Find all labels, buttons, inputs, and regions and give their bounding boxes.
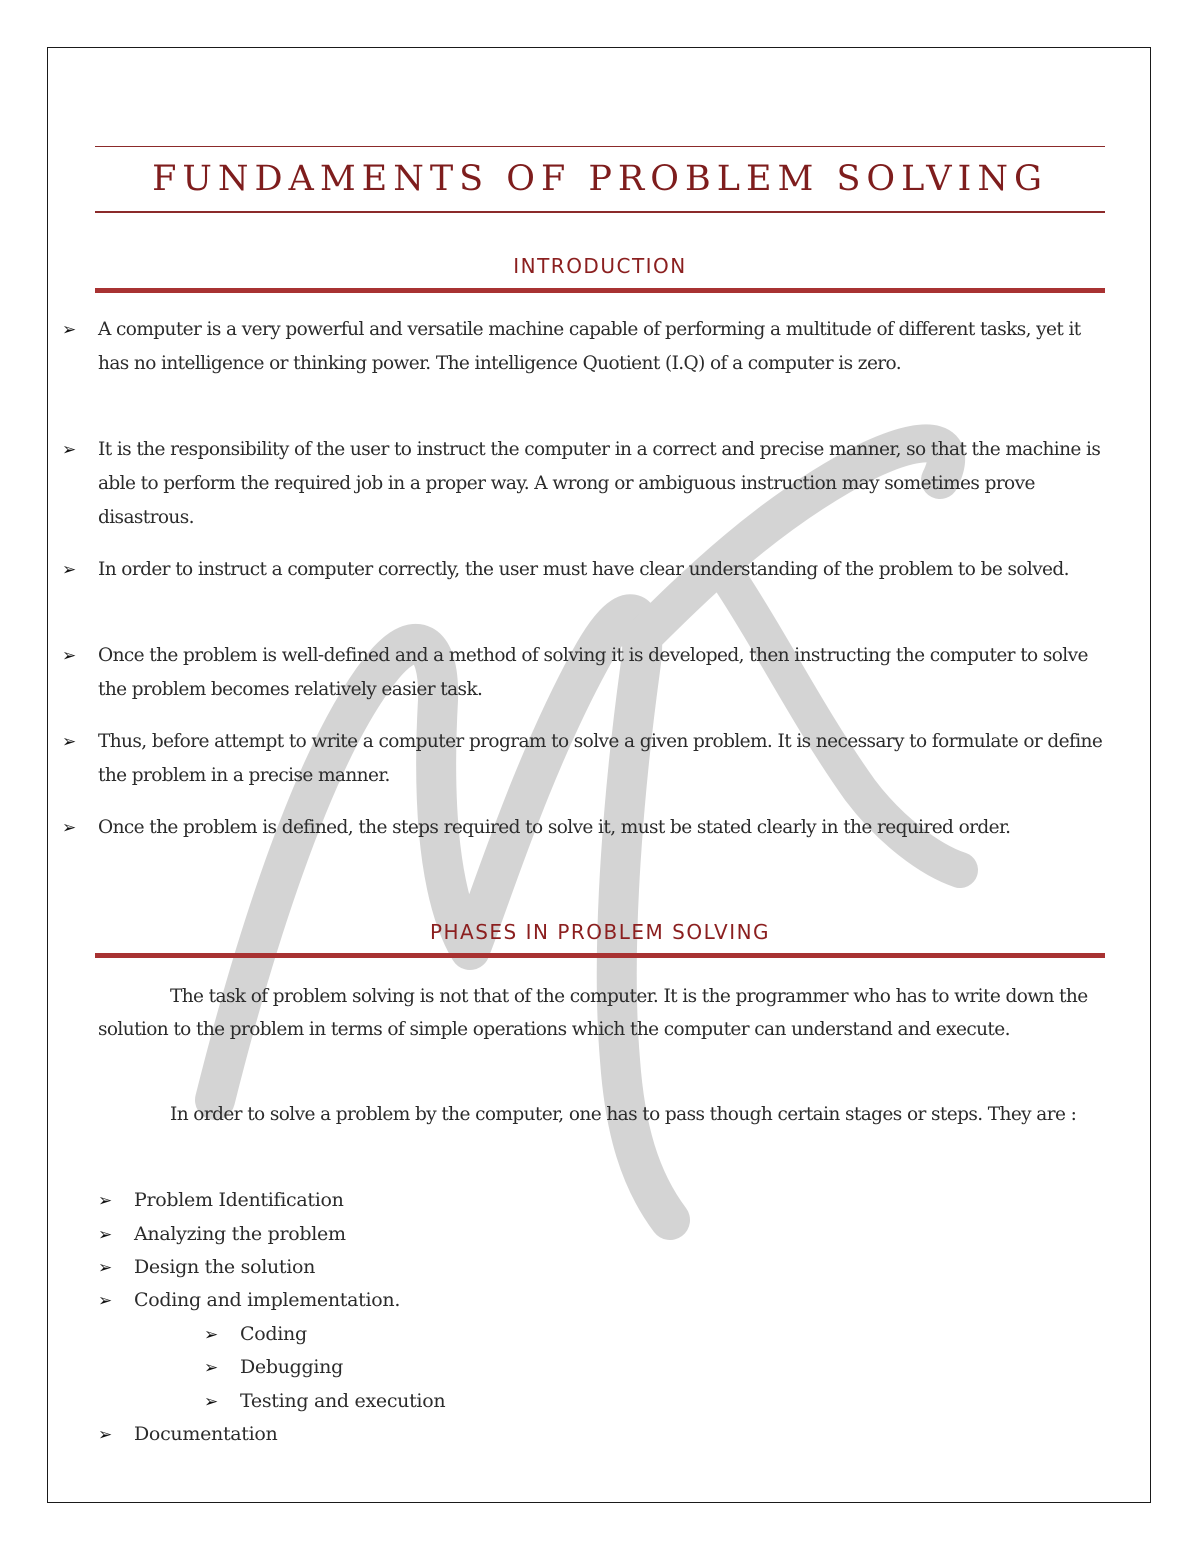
arrow-bullet-icon: ➢	[62, 646, 77, 666]
intro-bullet-4	[62, 639, 1107, 707]
phases-paragraph-1: The task of problem solving is not that of the computer. It is the programmer who has to write down the solution to the problem in terms of simple operations which the computer can understand and execute.	[98, 986, 1088, 1040]
title-rule-bottom	[95, 211, 1105, 213]
intro-bullet-1	[62, 313, 1107, 381]
sub-step-label: Testing and execution	[240, 1390, 446, 1412]
intro-bullet-text: In order to instruct a computer correctly, the user must have clear understanding of the problem to be solved.	[98, 559, 1069, 580]
step-item	[98, 1284, 400, 1318]
arrow-bullet-icon: ➢	[62, 732, 77, 752]
arrow-bullet-icon: ➢	[62, 320, 77, 340]
arrow-bullet-icon: ➢	[98, 1425, 112, 1445]
step-label: Design the solution	[134, 1256, 316, 1278]
title-rule-top	[95, 146, 1105, 147]
arrow-bullet-icon: ➢	[98, 1291, 112, 1311]
arrow-bullet-icon: ➢	[98, 1191, 112, 1211]
step-item	[98, 1251, 315, 1285]
sub-step-item	[204, 1351, 343, 1385]
arrow-bullet-icon: ➢	[98, 1258, 112, 1278]
intro-bullet-2	[62, 433, 1107, 535]
intro-bullet-text: A computer is a very powerful and versatile machine capable of performing a multitude of different tasks, yet it has no intelligence or thinking power. The intelligence Quotient (I.Q) of a computer is zero.	[98, 319, 1081, 374]
step-label: Coding and implementation.	[134, 1289, 401, 1311]
phases-heading: PHASES IN PROBLEM SOLVING	[429, 920, 771, 944]
intro-bullet-3	[62, 553, 1107, 587]
step-item	[98, 1418, 278, 1452]
step-item	[98, 1184, 344, 1218]
arrow-bullet-icon: ➢	[62, 818, 77, 838]
sub-step-item	[204, 1385, 445, 1419]
step-label: Analyzing the problem	[134, 1223, 346, 1245]
sub-step-label: Debugging	[240, 1356, 343, 1378]
phases-paragraph-2: In order to solve a problem by the computer, one has to pass though certain stages or steps. They are :	[170, 1104, 1077, 1125]
step-item	[98, 1218, 346, 1252]
intro-bullet-text: Thus, before attempt to write a computer program to solve a given problem. It is necessary to formulate or define the problem in a precise manner.	[98, 731, 1103, 786]
sub-step-label: Coding	[240, 1323, 307, 1345]
sub-step-item	[204, 1318, 307, 1352]
intro-bullet-text: Once the problem is well-defined and a method of solving it is developed, then instructing the computer to solve the problem becomes relatively easier task.	[98, 645, 1088, 700]
step-label: Problem Identification	[134, 1189, 344, 1211]
arrow-bullet-icon: ➢	[204, 1392, 218, 1412]
intro-bullet-text: It is the responsibility of the user to instruct the computer in a correct and precise manner, so that the machine is able to perform the required job in a proper way. A wrong or ambiguous instruction may sometimes prove disastrous.	[98, 439, 1101, 528]
intro-bullet-6	[62, 811, 1107, 845]
arrow-bullet-icon: ➢	[204, 1358, 218, 1378]
introduction-rule	[95, 288, 1105, 293]
arrow-bullet-icon: ➢	[62, 560, 77, 580]
step-label: Documentation	[134, 1423, 278, 1445]
document-title: FUNDAMENTS OF PROBLEM SOLVING	[152, 159, 1048, 199]
intro-bullet-5	[62, 725, 1107, 793]
arrow-bullet-icon: ➢	[62, 440, 77, 460]
arrow-bullet-icon: ➢	[204, 1325, 218, 1345]
arrow-bullet-icon: ➢	[98, 1225, 112, 1245]
phases-rule	[95, 953, 1105, 958]
intro-bullet-text: Once the problem is defined, the steps required to solve it, must be stated clearly in the required order.	[98, 817, 1011, 838]
introduction-heading: INTRODUCTION	[513, 254, 687, 278]
